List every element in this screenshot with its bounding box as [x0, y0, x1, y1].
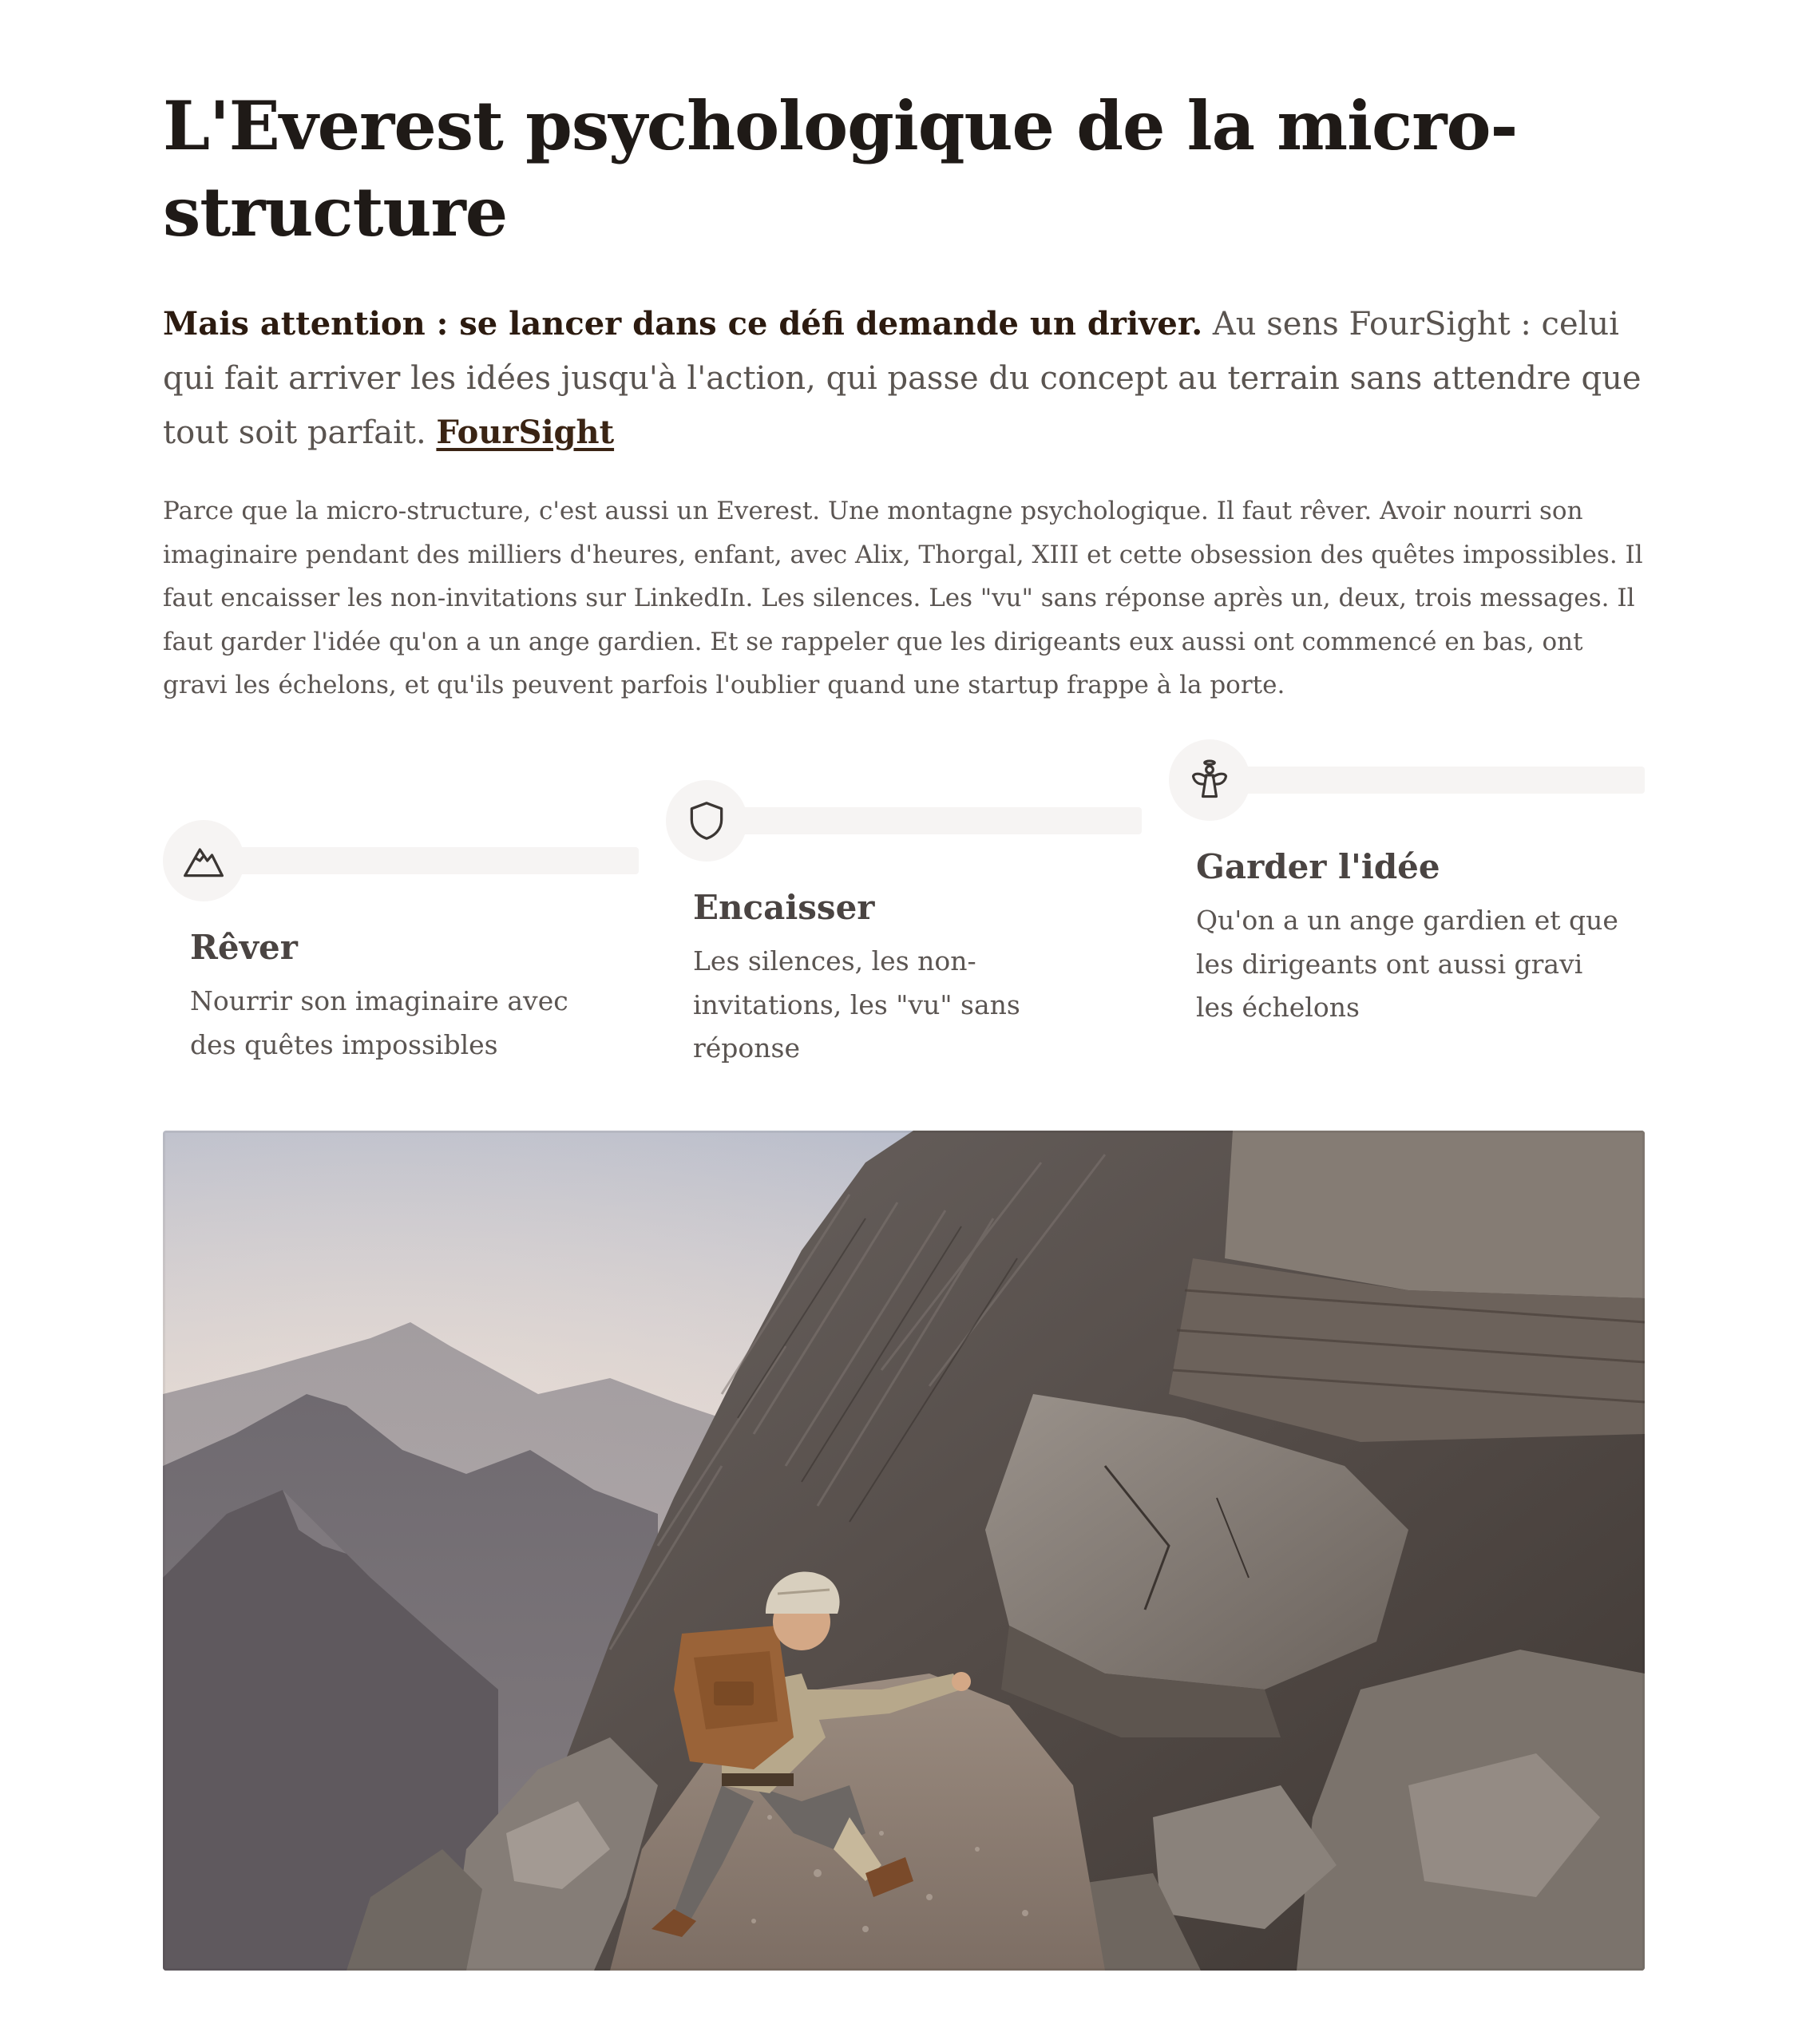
page-title: L'Everest psychologique de la micro-structure [163, 86, 1518, 252]
body-paragraph: Parce que la micro-structure, c'est aussi un Everest. Une montagne psychologique. Il faut rêver. Avoir nourri son imaginaire pendant des milliers d'heures, enfant, avec Alix, Thorgal, XIII et cette obsession des quêtes impossibles. Il faut encaisser les non-invitations sur LinkedIn. Les silences. Les "vu" sans réponse après un, deux, trois messages. Il faut garder l'idée qu'on a un ange gardien. Et se rappeler que les dirigeants eux aussi ont commencé en bas, ont gravi les échelons, et qu'ils peuvent parfois l'oublier quand une startup frappe à la porte. [163, 497, 1643, 699]
step-icon-circle [163, 820, 244, 901]
angel-icon [1186, 757, 1233, 803]
step-bar [743, 807, 1142, 834]
step-title: Garder l'idée [1196, 847, 1440, 886]
lead-paragraph [163, 297, 1645, 460]
mountain-icon [181, 838, 226, 883]
step-icon-circle [1169, 739, 1250, 821]
step-icon-circle [666, 780, 747, 862]
step-title: Rêver [190, 928, 298, 967]
climber-illustration [163, 1131, 1645, 1971]
lead-text: Au sens FourSight : celui qui fait arriver les idées jusqu'à l'action, qui passe du concept au terrain sans attendre que tout soit parfait. [163, 306, 1642, 451]
shield-icon [684, 798, 729, 843]
lead-bold: Mais attention : se lancer dans ce défi demande un driver. [163, 305, 1203, 343]
step-title: Encaisser [693, 888, 875, 927]
step-text: Les silences, les non-invitations, les "vu" sans réponse [693, 945, 1020, 1064]
step-bar [1246, 766, 1645, 794]
foursight-link[interactable]: FourSight [436, 414, 615, 451]
step-bar [240, 847, 639, 874]
step-text: Nourrir son imaginaire avec des quêtes impossibles [190, 985, 568, 1060]
step-text: Qu'on a un ange gardien et que les dirigeants ont aussi gravi les échelons [1196, 905, 1618, 1023]
hero-image [163, 1131, 1645, 1971]
